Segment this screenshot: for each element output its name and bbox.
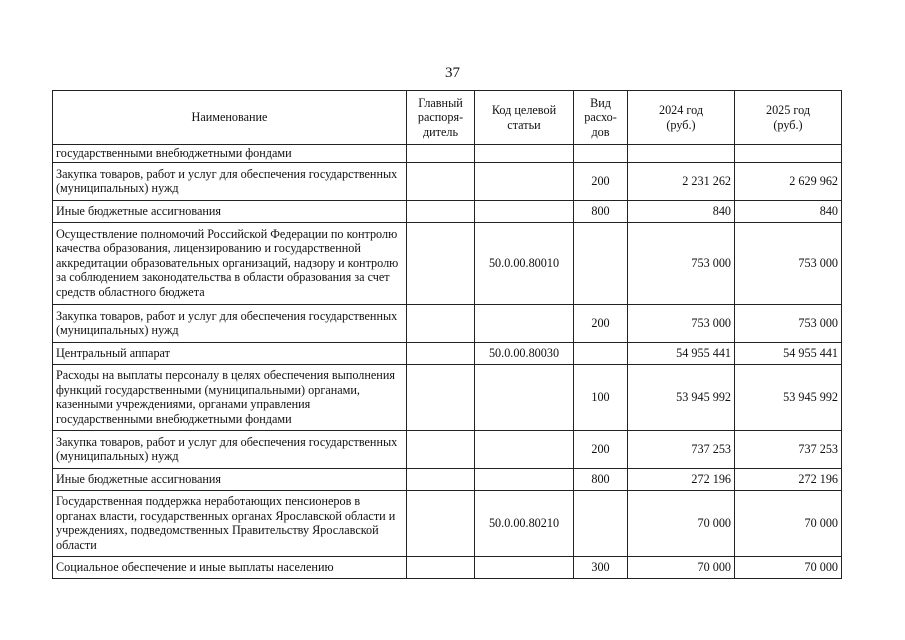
row-name: Расходы на выплаты персоналу в целях обеспечения выполнения функций государственными (муниципальными) органами, казенными учреждениями, органами управления государственными внебюджетными фондами	[53, 364, 407, 430]
row-code	[475, 556, 574, 578]
table-row	[53, 556, 842, 578]
header-code-line: статьи	[507, 117, 541, 132]
row-2025: 2 629 962	[735, 162, 842, 200]
row-2024: 70 000	[628, 556, 735, 578]
row-code	[475, 430, 574, 468]
row-2024: 840	[628, 200, 735, 222]
row-2024: 53 945 992	[628, 364, 735, 430]
row-kind: 200	[574, 430, 628, 468]
row-code	[475, 145, 574, 163]
header-chief-line: распоря-	[417, 110, 464, 125]
row-code	[475, 162, 574, 200]
row-chief	[407, 145, 475, 163]
row-chief	[407, 200, 475, 222]
header-2025-line: (руб.)	[773, 117, 803, 132]
row-kind: 800	[574, 468, 628, 490]
row-kind: 800	[574, 200, 628, 222]
row-name: государственными внебюджетными фондами	[53, 145, 407, 163]
row-name: Центральный аппарат	[53, 342, 407, 364]
row-2024: 2 231 262	[628, 162, 735, 200]
table-row	[53, 304, 842, 342]
table-header-row	[53, 91, 842, 145]
row-kind: 300	[574, 556, 628, 578]
row-chief	[407, 222, 475, 304]
page-number: 37	[445, 65, 460, 81]
row-kind	[574, 145, 628, 163]
row-name: Закупка товаров, работ и услуг для обеспечения государственных (муниципальных) нужд	[53, 430, 407, 468]
table-row	[53, 222, 842, 304]
row-2025: 272 196	[735, 468, 842, 490]
row-chief	[407, 342, 475, 364]
row-code	[475, 468, 574, 490]
table-row	[53, 342, 842, 364]
row-name: Закупка товаров, работ и услуг для обеспечения государственных (муниципальных) нужд	[53, 162, 407, 200]
header-year-2025	[735, 91, 842, 145]
table-row	[53, 490, 842, 556]
header-2025-line: 2025 год	[765, 103, 811, 117]
row-chief	[407, 364, 475, 430]
row-2025: 753 000	[735, 304, 842, 342]
header-2024-line: (руб.)	[666, 117, 696, 132]
row-kind	[574, 490, 628, 556]
table-row	[53, 468, 842, 490]
row-code	[475, 200, 574, 222]
header-kind-line: Вид	[590, 95, 611, 110]
row-chief	[407, 162, 475, 200]
row-chief	[407, 556, 475, 578]
row-2025: 737 253	[735, 430, 842, 468]
table-row	[53, 162, 842, 200]
row-name: Социальное обеспечение и иные выплаты населению	[53, 556, 407, 578]
row-2024: 753 000	[628, 304, 735, 342]
row-2024: 753 000	[628, 222, 735, 304]
row-kind: 100	[574, 364, 628, 430]
row-kind	[574, 222, 628, 304]
row-code: 50.0.00.80010	[475, 222, 574, 304]
row-chief	[407, 468, 475, 490]
row-kind	[574, 342, 628, 364]
header-year-2024	[628, 91, 735, 145]
header-chief-line: дитель	[422, 124, 459, 139]
row-2025: 53 945 992	[735, 364, 842, 430]
row-2024: 70 000	[628, 490, 735, 556]
row-2025: 70 000	[735, 490, 842, 556]
row-code	[475, 364, 574, 430]
header-expense-kind	[574, 91, 628, 145]
row-code: 50.0.00.80210	[475, 490, 574, 556]
row-code: 50.0.00.80030	[475, 342, 574, 364]
row-2025: 753 000	[735, 222, 842, 304]
row-2024: 272 196	[628, 468, 735, 490]
row-chief	[407, 430, 475, 468]
row-2025	[735, 145, 842, 163]
row-2024	[628, 145, 735, 163]
row-2025: 54 955 441	[735, 342, 842, 364]
budget-table	[52, 90, 842, 579]
row-2024: 737 253	[628, 430, 735, 468]
row-name: Закупка товаров, работ и услуг для обеспечения государственных (муниципальных) нужд	[53, 304, 407, 342]
row-name: Осуществление полномочий Российской Федерации по контролю качества образования, лицензированию и государственной аккредитации образовательных организаций, надзору и контролю за соблюдением законодательства в области образования за счет средств областного бюджета	[53, 222, 407, 304]
table-row	[53, 145, 842, 163]
row-name: Государственная поддержка неработающих пенсионеров в органах власти, государственных органах Ярославской области и учреждениях, подведомственных Правительству Ярославской области	[53, 490, 407, 556]
header-name: Наименование	[53, 91, 407, 145]
header-chief-line: Главный	[418, 95, 463, 110]
row-2024: 54 955 441	[628, 342, 735, 364]
header-2024-line: 2024 год	[658, 103, 704, 117]
row-name: Иные бюджетные ассигнования	[53, 468, 407, 490]
table-row	[53, 364, 842, 430]
table-row	[53, 430, 842, 468]
table-row	[53, 200, 842, 222]
header-chief-manager	[407, 91, 475, 145]
header-kind-line: дов	[591, 124, 610, 139]
row-2025: 840	[735, 200, 842, 222]
row-code	[475, 304, 574, 342]
row-chief	[407, 304, 475, 342]
row-kind: 200	[574, 304, 628, 342]
header-code-line: Код целевой	[491, 103, 557, 117]
row-2025: 70 000	[735, 556, 842, 578]
row-kind: 200	[574, 162, 628, 200]
header-target-code	[475, 91, 574, 145]
row-chief	[407, 490, 475, 556]
header-kind-line: расхо-	[584, 110, 617, 125]
row-name: Иные бюджетные ассигнования	[53, 200, 407, 222]
